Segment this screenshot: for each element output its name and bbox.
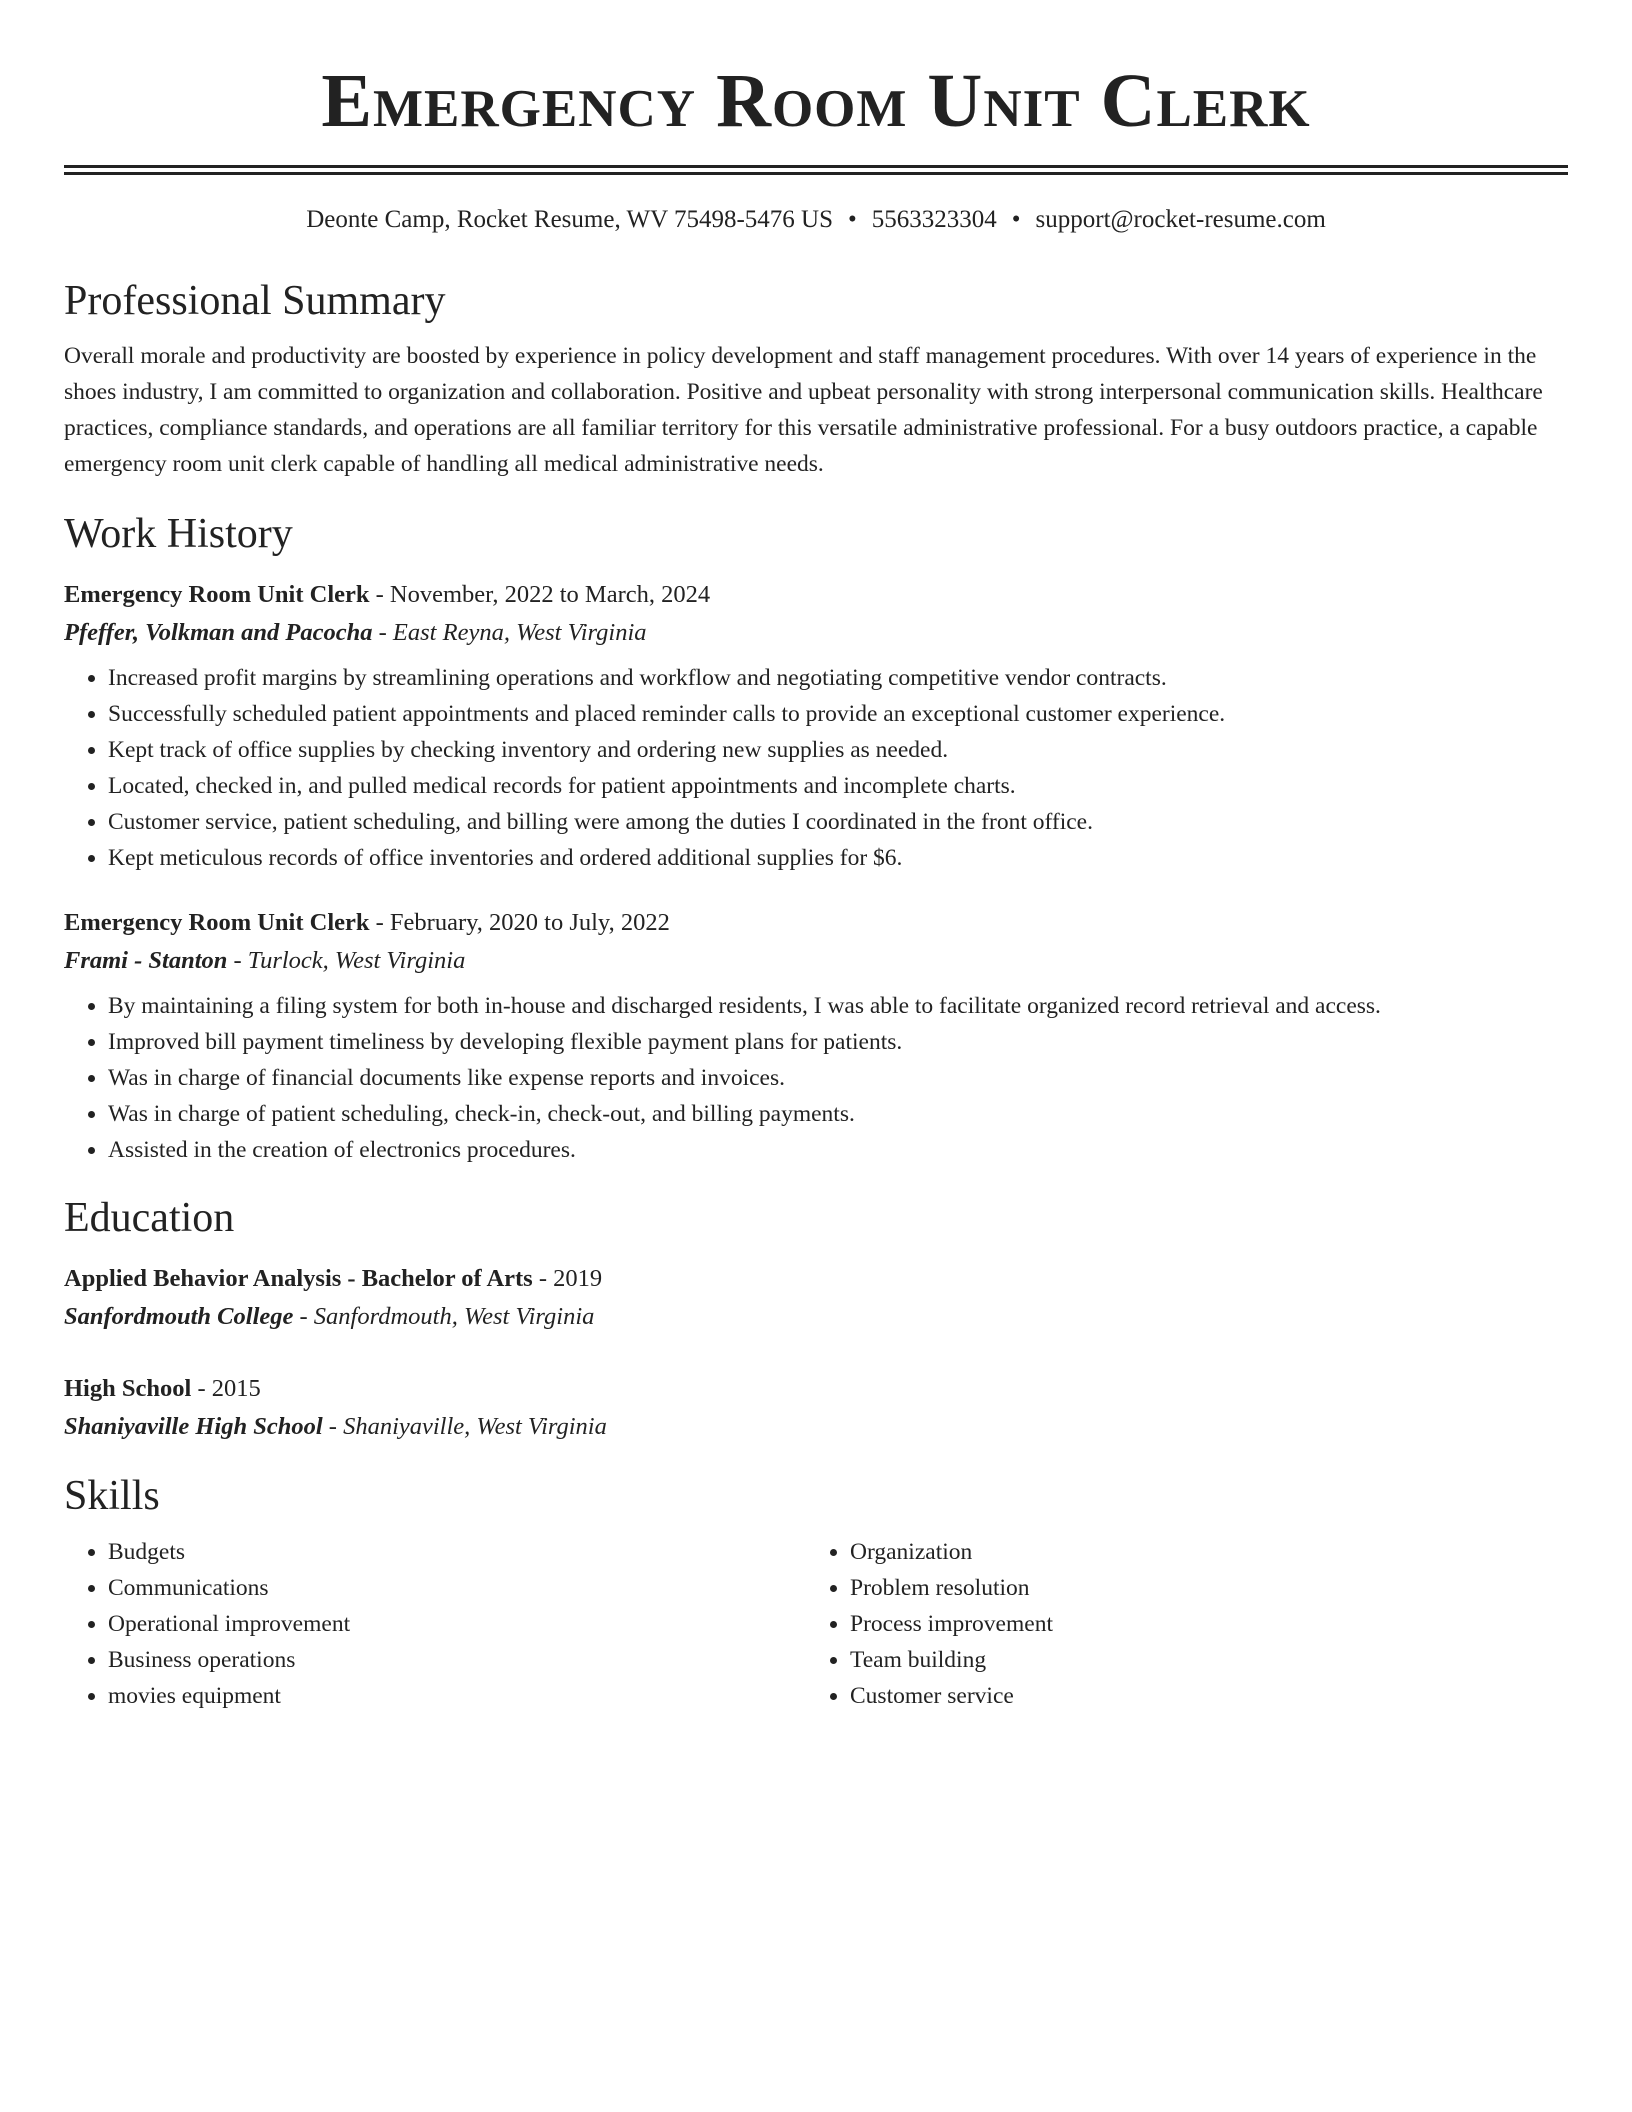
- skills-columns: [64, 1534, 1568, 1714]
- education-degree-line: [64, 1370, 1568, 1408]
- list-item: • Improved bill payment timeliness by developing flexible payment plans for patients.: [108, 1024, 1568, 1060]
- education-degree: Applied Behavior Analysis - Bachelor of Arts: [64, 1265, 533, 1292]
- education-heading: Education: [64, 1195, 235, 1241]
- summary-heading: Professional Summary: [64, 278, 446, 324]
- education-location: - Shaniyaville, West Virginia: [322, 1413, 607, 1440]
- list-item: • Was in charge of financial documents like expense reports and invoices.: [108, 1060, 1568, 1096]
- skill-item: • movies equipment: [108, 1678, 806, 1714]
- education-school: Shaniyaville High School: [64, 1413, 323, 1440]
- job-title: Emergency Room Unit Clerk: [64, 909, 370, 936]
- skill-item: • Communications: [108, 1570, 806, 1606]
- job-company-line: [64, 942, 1568, 980]
- skill-item: • Process improvement: [850, 1606, 1548, 1642]
- skills-section: [64, 1470, 1568, 1714]
- education-entry: [64, 1260, 1568, 1336]
- education-school-line: [64, 1298, 1568, 1336]
- skills-list-left: [64, 1534, 806, 1714]
- job-dates: - February, 2020 to July, 2022: [369, 909, 670, 936]
- job-location: - Turlock, West Virginia: [227, 947, 466, 974]
- skills-heading: Skills: [64, 1473, 160, 1519]
- list-item: • Kept track of office supplies by checking inventory and ordering new supplies as needed.: [108, 732, 1568, 768]
- job-entry: [64, 576, 1568, 876]
- education-school-line: [64, 1408, 1568, 1446]
- contact-address: Deonte Camp, Rocket Resume, WV 75498-5476 US: [306, 206, 833, 233]
- education-year: - 2015: [191, 1375, 261, 1402]
- skill-item: • Business operations: [108, 1642, 806, 1678]
- job-duties-list: [64, 660, 1568, 876]
- skill-item: • Team building: [850, 1642, 1548, 1678]
- job-duties-list: [64, 988, 1568, 1168]
- education-entry: [64, 1370, 1568, 1446]
- list-item: • Customer service, patient scheduling, and billing were among the duties I coordinated in the front office.: [108, 804, 1568, 840]
- contact-phone: 5563323304: [871, 206, 997, 233]
- skill-item: • Budgets: [108, 1534, 806, 1570]
- job-title: Emergency Room Unit Clerk: [64, 581, 370, 608]
- job-company: Pfeffer, Volkman and Pacocha: [64, 619, 373, 646]
- job-location: - East Reyna, West Virginia: [372, 619, 647, 646]
- skills-list-right: [806, 1534, 1548, 1714]
- job-dates: - November, 2022 to March, 2024: [369, 581, 711, 608]
- contact-separator: •: [847, 206, 857, 233]
- job-title-line: [64, 904, 1568, 942]
- list-item: • Increased profit margins by streamlining operations and workflow and negotiating competitive vendor contracts.: [108, 660, 1568, 696]
- skill-item: • Organization: [850, 1534, 1548, 1570]
- education-degree: High School: [64, 1375, 192, 1402]
- list-item: • Located, checked in, and pulled medical records for patient appointments and incomplete charts.: [108, 768, 1568, 804]
- skill-item: • Operational improvement: [108, 1606, 806, 1642]
- contact-email: support@rocket-resume.com: [1035, 206, 1326, 233]
- education-degree-line: [64, 1260, 1568, 1298]
- summary-text: Overall morale and productivity are boosted by experience in policy development and staff management procedures. With over 14 years of experience in the shoes industry, I am committed to organization and collaboration. Positive and upbeat personality with strong interpersonal communication skills. Healthcare practices, compliance standards, and operations are all familiar territory for this versatile administrative professional. For a busy outdoors practice, a capable emergency room unit clerk capable of handling all medical administrative needs.: [64, 343, 1543, 477]
- resume-title: Emergency Room Unit Clerk: [321, 59, 1311, 143]
- list-item: • Successfully scheduled patient appointments and placed reminder calls to provide an exceptional customer experience.: [108, 696, 1568, 732]
- job-entry: [64, 904, 1568, 1168]
- education-year: - 2019: [532, 1265, 603, 1292]
- education-section: [64, 1192, 1568, 1446]
- education-school: Sanfordmouth College: [64, 1303, 294, 1330]
- list-item: • Assisted in the creation of electronics procedures.: [108, 1132, 1568, 1168]
- list-item: • Was in charge of patient scheduling, check-in, check-out, and billing payments.: [108, 1096, 1568, 1132]
- work-history-section: [64, 508, 1568, 1168]
- skill-item: • Problem resolution: [850, 1570, 1548, 1606]
- job-title-line: [64, 576, 1568, 614]
- skill-item: • Customer service: [850, 1678, 1548, 1714]
- education-location: - Sanfordmouth, West Virginia: [293, 1303, 595, 1330]
- contact-line: [64, 203, 1568, 237]
- work-history-heading: Work History: [64, 511, 293, 557]
- job-company: Frami - Stanton: [64, 947, 228, 974]
- list-item: • Kept meticulous records of office inventories and ordered additional supplies for $6.: [108, 840, 1568, 876]
- contact-separator: •: [1011, 206, 1021, 233]
- summary-section: [64, 275, 1568, 482]
- title-divider: [64, 165, 1568, 175]
- job-company-line: [64, 614, 1568, 652]
- list-item: • By maintaining a filing system for both in-house and discharged residents, I was able to facilitate organized record retrieval and access.: [108, 988, 1568, 1024]
